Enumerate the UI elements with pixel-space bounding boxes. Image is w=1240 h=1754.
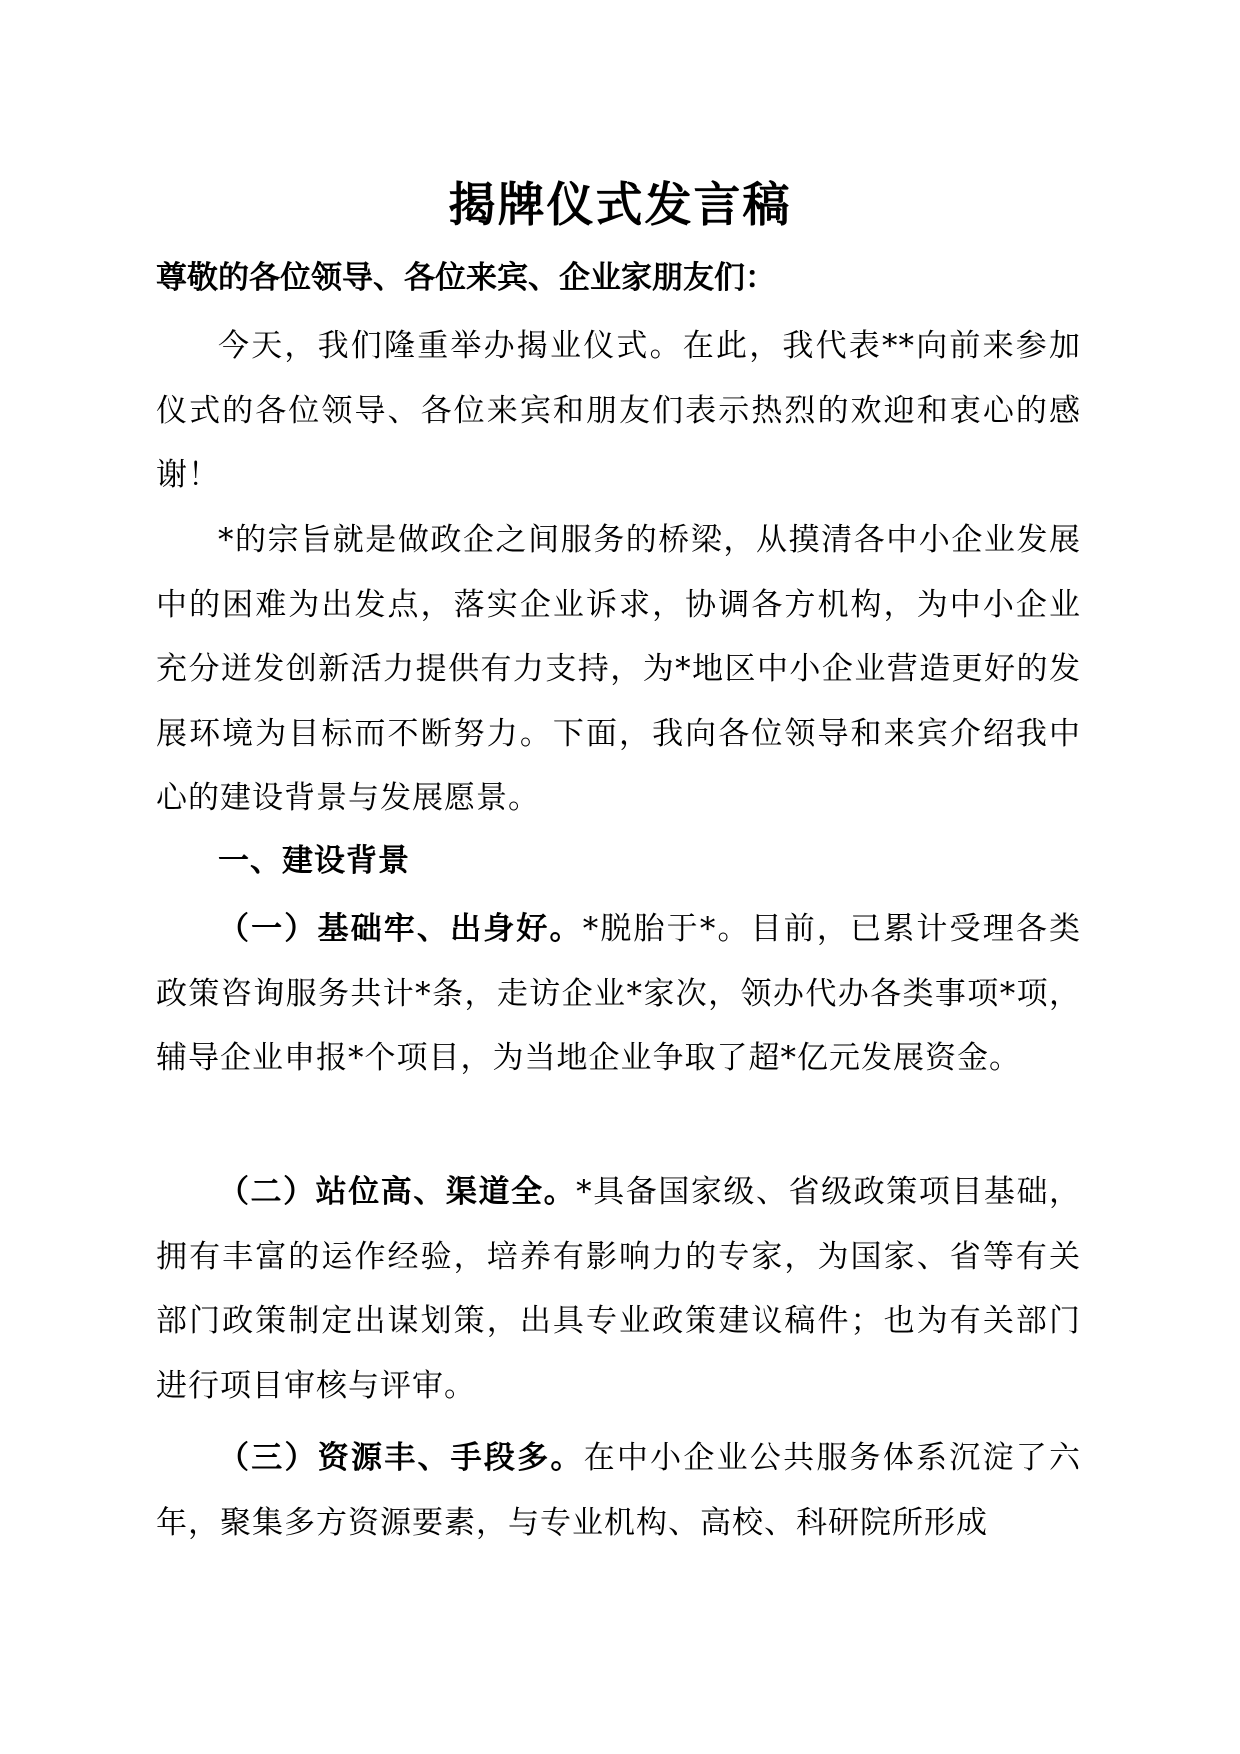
item-lead: （一）基础牢、出身好。 bbox=[218, 911, 583, 947]
document-title: 揭牌仪式发言稿 bbox=[448, 178, 792, 233]
item-text: *具备国家级、省级政策项目基础，拥有丰富的运作经验，培养有影响力的专家，为国家、省等有关部门政策制定出谋划策，出具专业政策建议稿件；也为有关部门进行项目审核与评审。 bbox=[156, 1174, 1082, 1404]
item-lead: （二）站位高、渠道全。 bbox=[218, 1174, 577, 1210]
background-item-2 bbox=[156, 1160, 1081, 1418]
item-text: *脱胎于*。目前，已累计受理各类政策咨询服务共计*条，走访企业*家次，领办代办各类事项*项，辅导企业申报*个项目，为当地企业争取了超*亿元发展资金。 bbox=[156, 911, 1082, 1076]
background-item-3 bbox=[156, 1426, 1081, 1555]
opening-paragraph: 今天，我们隆重举办揭业仪式。在此，我代表**向前来参加仪式的各位领导、各位来宾和朋友们表示热烈的欢迎和衷心的感谢！ bbox=[156, 328, 1081, 493]
salutation: 尊敬的各位领导、各位来宾、企业家朋友们： bbox=[156, 260, 776, 296]
background-item-1 bbox=[156, 897, 1081, 1091]
purpose-paragraph: *的宗旨就是做政企之间服务的桥梁，从摸清各中小企业发展中的困难为出发点，落实企业诉求，协调各方机构，为中小企业充分迸发创新活力提供有力支持，为*地区中小企业营造更好的发展环境为目标而不断努力。下面，我向各位领导和来宾介绍我中心的建设背景与发展愿景。 bbox=[156, 522, 1081, 816]
item-text: 在中小企业公共服务体系沉淀了六年，聚集多方资源要素，与专业机构、高校、科研院所形成 bbox=[156, 1440, 1081, 1541]
section-heading: 一、建设背景 bbox=[218, 843, 410, 879]
item-lead: （三）资源丰、手段多。 bbox=[218, 1440, 584, 1476]
